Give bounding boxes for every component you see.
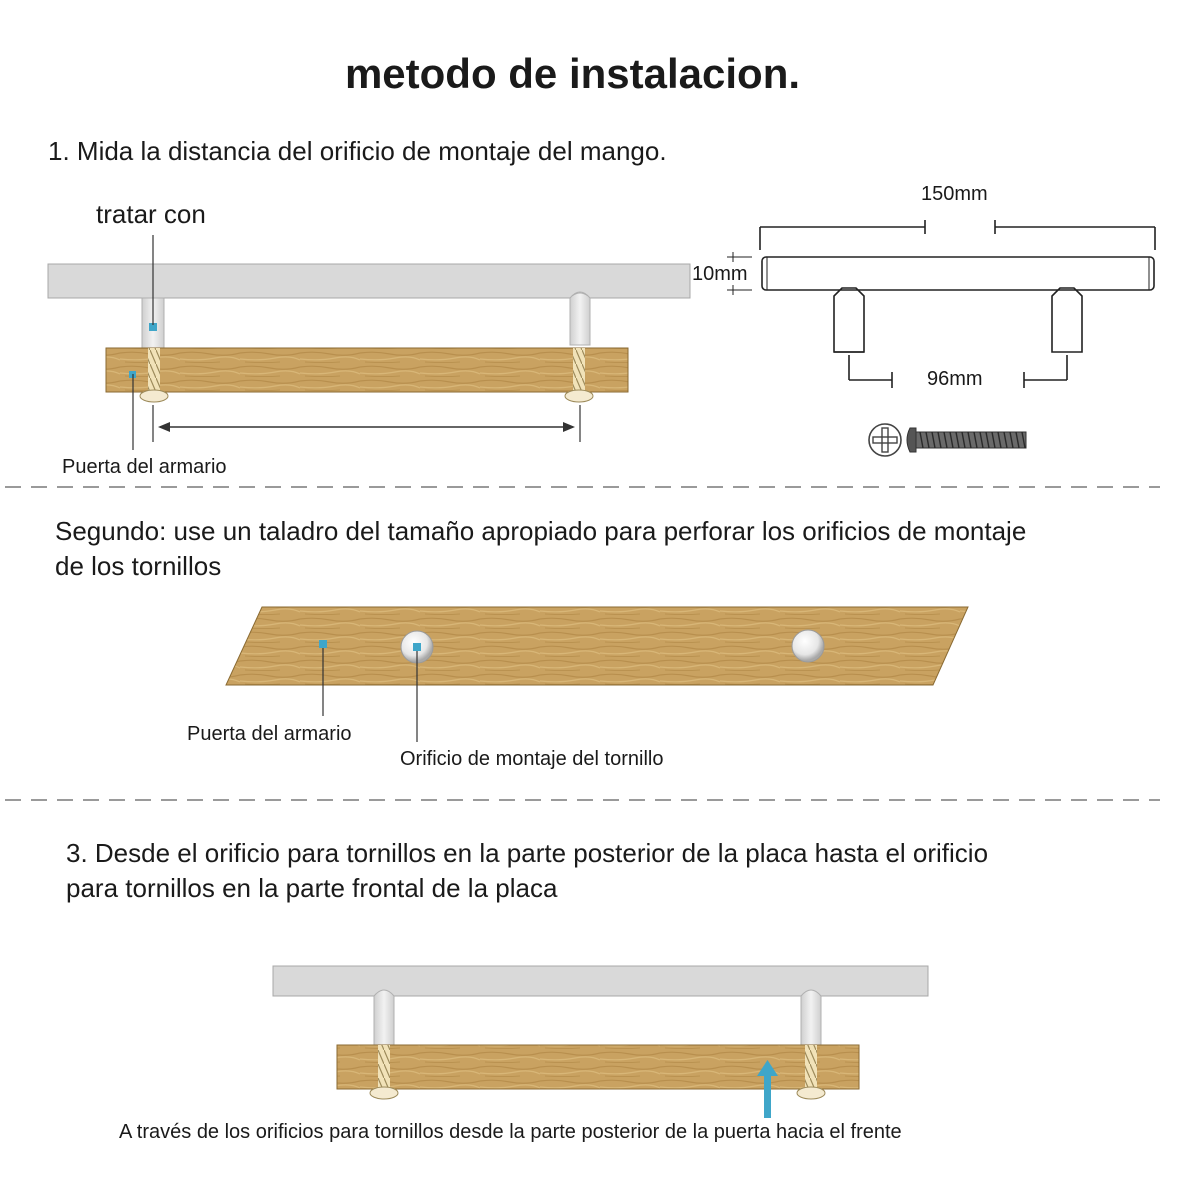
screw-hole-right (792, 630, 824, 662)
marker-door-2 (319, 640, 327, 648)
step3-assembly (273, 966, 928, 1118)
screw-icon (869, 424, 1026, 456)
handle-post-right (570, 292, 590, 345)
label-cabinet-door: Puerta del armario (62, 456, 227, 478)
step1-heading: 1. Mida la distancia del orificio de montaje del mango. (48, 136, 667, 166)
cabinet-door-board-angled (226, 607, 968, 685)
screw-left (148, 348, 160, 392)
label-screw-hole: Orificio de montaje del tornillo (400, 748, 664, 770)
label-treat-with: tratar con (96, 199, 206, 229)
handle-bar (48, 264, 690, 298)
step1-side-view (48, 235, 690, 450)
label-cabinet-door-2: Puerta del armario (187, 723, 352, 745)
page-title: metodo de instalacion. (344, 50, 801, 97)
marker-hole (413, 643, 421, 651)
cabinet-door-board-3 (337, 1045, 859, 1089)
step2-heading-line1: Segundo: use un taladro del tamaño apropiado para perforar los orificios de montaje (55, 516, 1027, 546)
handle-bar-3 (273, 966, 928, 996)
handle-dimension-drawing (727, 220, 1155, 388)
dimension-spacing: 96mm (927, 368, 983, 390)
step3-caption: A través de los orificios para tornillos desde la parte posterior de la puerta hacia el frente (119, 1121, 902, 1143)
step3-heading-line2: para tornillos en la parte frontal de la placa (66, 873, 558, 903)
screw-right (573, 348, 585, 392)
cabinet-door-board (106, 348, 628, 392)
screw-head-left (140, 390, 168, 402)
dimension-thickness: 10mm (692, 263, 748, 285)
step2-board (226, 607, 968, 742)
dimension-length: 150mm (921, 183, 988, 205)
step2-heading-line2: de los tornillos (55, 551, 222, 581)
screw-head-right (565, 390, 593, 402)
step3-heading-line1: 3. Desde el orificio para tornillos en la parte posterior de la placa hasta el orificio (66, 838, 989, 868)
